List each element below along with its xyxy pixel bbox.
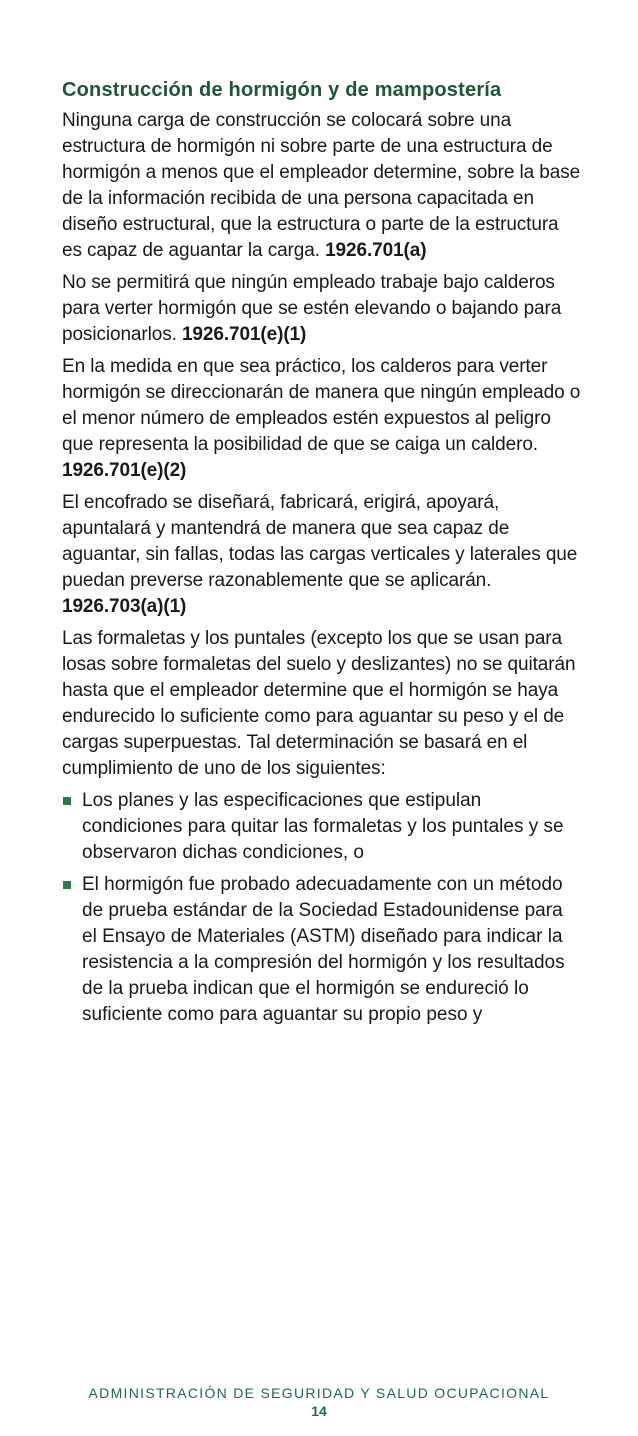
agency-name: ADMINISTRACIÓN DE SEGURIDAD Y SALUD OCUPACIONAL [88, 1385, 550, 1401]
paragraph-text: En la medida en que sea práctico, los calderos para verter hormigón se direccionarán de manera que ningún empleado o el menor número de empleados estén expuestos al peligro que representa la posibilidad de que se caiga un caldero. [62, 356, 581, 455]
list-item [62, 788, 582, 866]
square-bullet-icon [63, 881, 71, 889]
page-footer [0, 1384, 638, 1420]
paragraph [62, 354, 582, 484]
paragraph [62, 626, 582, 782]
bullet-list [62, 788, 582, 1028]
paragraph [62, 108, 582, 264]
page-number: 14 [311, 1403, 327, 1419]
square-bullet-icon [63, 797, 71, 805]
document-body [62, 76, 582, 1034]
paragraph-text: Las formaletas y los puntales (excepto los que se usan para losas sobre formaletas del suelo y deslizantes) no se quitarán hasta que el empleador determine que el hormigón se haya endurecido lo suficiente como para aguantar su peso y el de cargas superpuestas. Tal determinación se basará en el cumplimiento de uno de los siguientes: [62, 628, 576, 779]
regulation-reference: 1926.701(a) [325, 240, 427, 261]
list-item-text: El hormigón fue probado adecuadamente con un método de prueba estándar de la Sociedad Estadounidense para el Ensayo de Materiales (ASTM) diseñado para indicar la resistencia a la compresión del hormigón y los resultados de la prueba indican que el hormigón se endureció lo suficiente como para aguantar su propio peso y [82, 874, 565, 1025]
regulation-reference: 1926.701(e)(2) [62, 460, 187, 481]
paragraph [62, 270, 582, 348]
paragraph [62, 490, 582, 620]
paragraph-text: El encofrado se diseñará, fabricará, erigirá, apoyará, apuntalará y mantendrá de manera que sea capaz de aguantar, sin fallas, todas las cargas verticales y laterales que puedan preverse razonablemente que se aplicarán. [62, 492, 578, 591]
paragraph-text: Ninguna carga de construcción se colocará sobre una estructura de hormigón ni sobre parte de una estructura de hormigón a menos que el empleador determine, sobre la base de la información recibida de una persona capacitada en diseño estructural, que la estructura o parte de la estructura es capaz de aguantar la carga. [62, 110, 581, 261]
regulation-reference: 1926.703(a)(1) [62, 596, 187, 617]
section-title: Construcción de hormigón y de mampostería [62, 79, 502, 101]
regulation-reference: 1926.701(e)(1) [181, 324, 307, 345]
paragraph-text: No se permitirá que ningún empleado trabaje bajo calderos para verter hormigón que se estén elevando o bajando para posicionarlos. [62, 272, 562, 345]
list-item-text: Los planes y las especificaciones que estipulan condiciones para quitar las formaletas y los puntales y se observaron dichas condiciones, o [82, 790, 564, 863]
list-item [62, 872, 582, 1028]
